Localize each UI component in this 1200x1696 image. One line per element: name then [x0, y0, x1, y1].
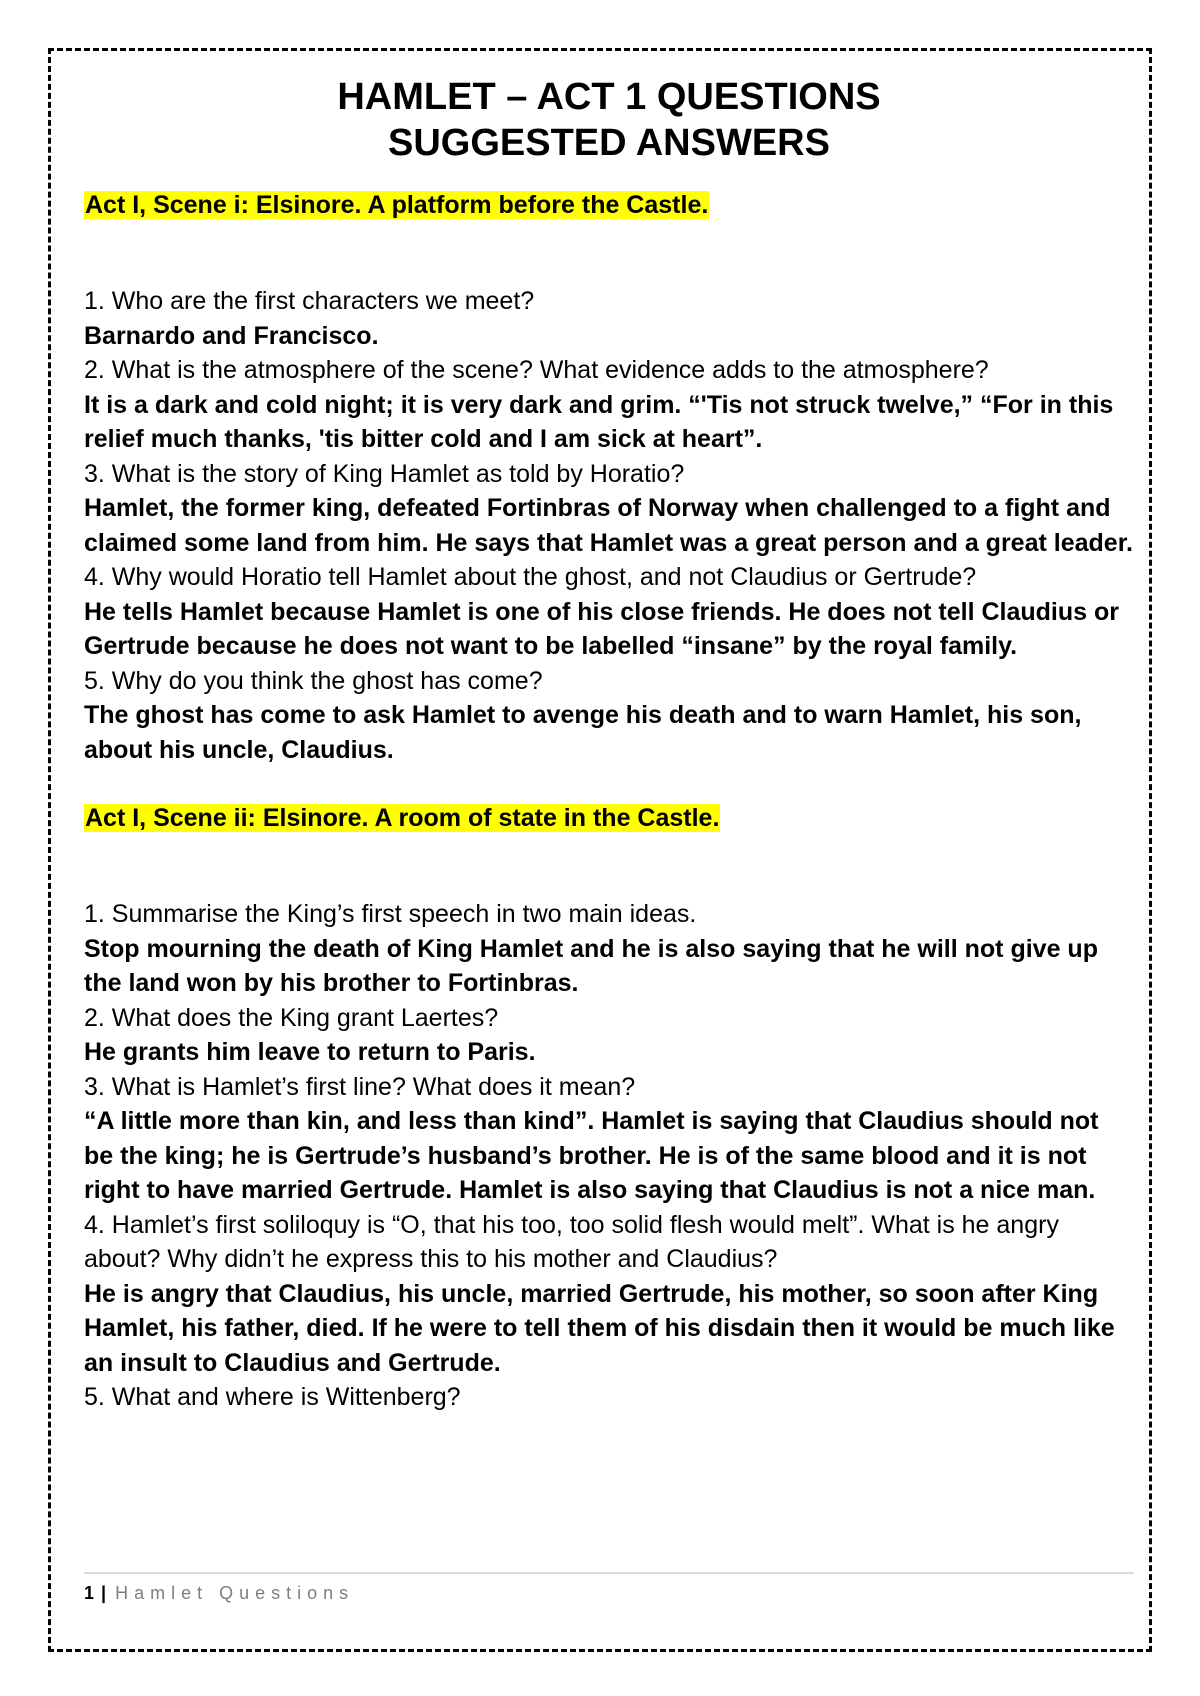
answer: He is angry that Claudius, his uncle, married Gertrude, his mother, so soon after King Hamlet, his father, died. If he were to tell them of his disdain then it would be much like an insult to Claudius and Gertrude. — [84, 1279, 1115, 1377]
footer-label: Hamlet Questions — [115, 1583, 355, 1603]
scene-heading-1-text: Act I, Scene i: Elsinore. A platform before the Castle. — [85, 191, 709, 219]
answer: He grants him leave to return to Paris. — [84, 1038, 536, 1066]
answer: He tells Hamlet because Hamlet is one of his close friends. He does not tell Claudius or Gertrude because he does not want to be labelled “insane” by the royal family. — [84, 597, 1119, 660]
answer: Hamlet, the former king, defeated Fortinbras of Norway when challenged to a fight and claimed some land from him. He says that Hamlet was a great person and a great leader. — [84, 494, 1133, 557]
scene-heading-2 — [84, 801, 1134, 835]
footer-separator: | — [101, 1583, 107, 1603]
question: 2. What does the King grant Laertes? — [84, 1003, 499, 1032]
question: 4. Hamlet’s first soliloquy is “O, that his too, too solid flesh would melt”. What is he angry about? Why didn’t he express this to his mother and Claudius? — [84, 1210, 1059, 1273]
question: 3. What is Hamlet’s first line? What does it mean? — [84, 1072, 636, 1101]
question: 1. Summarise the King’s first speech in two main ideas. — [84, 900, 697, 928]
title-line-2: SUGGESTED ANSWERS — [388, 122, 830, 164]
scene-heading-2-text: Act I, Scene ii: Elsinore. A room of state in the Castle. — [85, 804, 720, 832]
scene-2-questions — [84, 897, 1134, 1415]
question: 5. What and where is Wittenberg? — [84, 1383, 461, 1411]
question: 2. What is the atmosphere of the scene? What evidence adds to the atmosphere? — [84, 356, 989, 384]
question: 5. Why do you think the ghost has come? — [84, 666, 543, 695]
question: 1. Who are the first characters we meet? — [84, 287, 535, 315]
page-number: 1 — [84, 1583, 95, 1603]
answer: Barnardo and Francisco. — [84, 321, 379, 350]
answer: Stop mourning the death of King Hamlet and he is also saying that he will not give up the land won by his brother to Fortinbras. — [84, 934, 1098, 997]
document-title — [84, 74, 1134, 166]
page-footer — [84, 1572, 1134, 1604]
answer: “A little more than kin, and less than kind”. Hamlet is saying that Claudius should not be the king; he is Gertrude’s husband’s brother. He is of the same blood and it is not right to have married Gertrude. Hamlet is also saying that Claudius is not a nice man. — [84, 1107, 1099, 1204]
title-line-1: HAMLET – ACT 1 QUESTIONS — [337, 76, 881, 118]
answer: It is a dark and cold night; it is very dark and grim. “'Tis not struck twelve,” “For in this relief much thanks, 'tis bitter cold and I am sick at heart”. — [84, 390, 1114, 453]
scene-1-questions — [84, 284, 1134, 767]
question: 4. Why would Horatio tell Hamlet about the ghost, and not Claudius or Gertrude? — [84, 563, 977, 591]
answer: The ghost has come to ask Hamlet to avenge his death and to warn Hamlet, his son, about his uncle, Claudius. — [84, 701, 1082, 764]
document-body — [84, 74, 1134, 1415]
scene-heading-1 — [84, 188, 1134, 222]
question: 3. What is the story of King Hamlet as told by Horatio? — [84, 459, 685, 488]
